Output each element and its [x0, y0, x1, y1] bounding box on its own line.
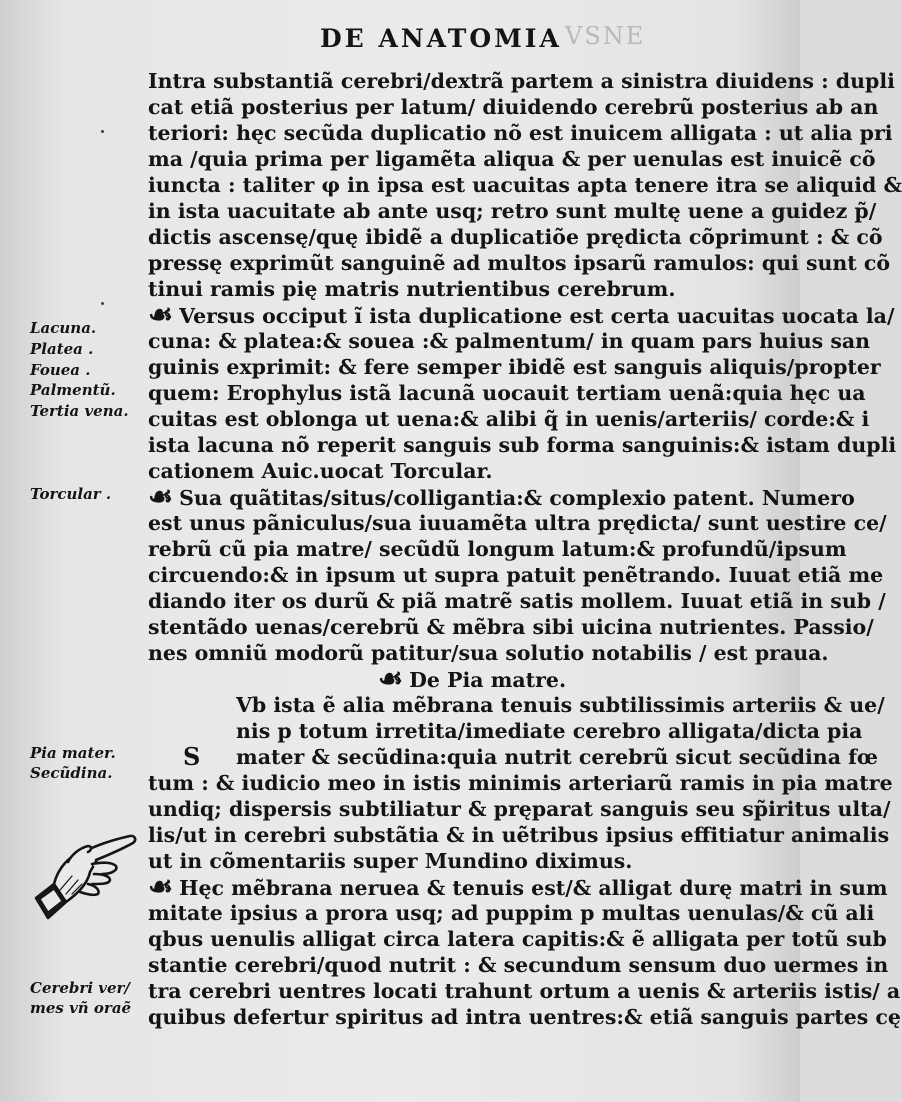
text-line: ista lacuna nõ reperit sanguis sub forma sanguinis:& istam dupli — [148, 433, 897, 457]
pilcrow-icon: ☙ — [378, 662, 404, 695]
text-line: diando iter os durũ & piã matrẽ satis mollem. Iuuat etiã in sub / — [148, 589, 886, 613]
text-line: est unus pãniculus/sua iuuamẽta ultra prędicta/ sunt uestire ce/ — [148, 511, 887, 535]
text-line: Vb ista ẽ alia mẽbrana tenuis subtilissimis arteriis & ue/ — [236, 693, 885, 717]
text-line: nes omniũ modorũ patitur/sua solutio notabilis / est praua. — [148, 641, 829, 665]
paragraph-1 — [148, 68, 902, 302]
text-line: in ista uacuitate ab ante usq; retro sunt multę uene a guidez p̃/ — [148, 199, 877, 223]
margin-note-cerebri-ver: Cerebri ver/ — [30, 979, 130, 997]
margin-note-fouea: Fouea . — [30, 361, 91, 379]
text-line: cat etiã posterius per latum/ diuidendo cerebrũ posterius ab an — [148, 95, 879, 119]
text-line: guinis exprimit: & fere semper ibidẽ est sanguis aliquis/propter — [148, 355, 881, 379]
text-line: dictis ascensę/quę ibidẽ a duplicatiõe prędicta cõprimunt : & cõ — [148, 225, 883, 249]
text-line: cuitas est oblonga ut uena:& alibi q̃ in uenis/arteriis/ corde:& i — [148, 407, 870, 431]
margin-note-pia-mater: Pia mater. — [30, 744, 116, 762]
text-line: Intra substantiã cerebri/dextrã partem a sinistra diuidens : dupli — [148, 69, 895, 93]
paragraph-2 — [148, 298, 897, 484]
pointing-hand-icon — [32, 832, 140, 922]
margin-note-platea: Platea . — [30, 340, 94, 358]
pilcrow-icon: ☙ — [148, 870, 174, 903]
text-line: mitate ipsius a prora usq; ad puppim p multas uenulas/& cũ ali — [148, 901, 875, 925]
margin-note-tertia-vena: Tertia vena. — [30, 402, 129, 420]
text-line: tum : & iudicio meo in istis minimis arteriarũ ramis in pia matre — [148, 771, 893, 795]
paragraph-4 — [148, 692, 893, 874]
text-line: Versus occiput ĩ ista duplicatione est certa uacuitas uocata la/ — [179, 304, 895, 328]
margin-note-torcular: Torcular . — [30, 485, 112, 503]
paragraph-5 — [148, 870, 901, 1030]
text-line: undiq; dispersis subtiliatur & pręparat sanguis seu sp̃iritus ulta/ — [148, 797, 891, 821]
text-line: cuna: & platea:& souea :& palmentum/ in quam pars huius san — [148, 329, 871, 353]
text-line: mater & secũdina:quia nutrit cerebrũ sicut secũdina fœ — [236, 745, 879, 769]
text-line: ma /quia prima per ligamẽta aliqua & per uenulas est inuicẽ cõ — [148, 147, 876, 171]
text-line: nis p totum irretita/imediate cerebro alligata/dicta pia — [236, 719, 863, 743]
section-heading — [148, 662, 778, 695]
margin-note-secundina: Secũdina. — [30, 764, 113, 782]
paragraph-3 — [148, 480, 887, 666]
text-line: stentãdo uenas/cerebrũ & mẽbra sibi uicina nutrientes. Passio/ — [148, 615, 874, 639]
main-text-block — [148, 68, 902, 1030]
bleed-through-text: VSNE — [565, 22, 646, 50]
text-line: pressę exprimũt sanguinẽ ad multos ipsarũ ramulos: qui sunt cõ — [148, 251, 891, 275]
text-line: lis/ut in cerebri substãtia & in uẽtribus ipsius effitiatur animalis — [148, 823, 890, 847]
text-line: teriori: hęc secũda duplicatio nõ est inuicem alligata : ut alia pri — [148, 121, 893, 145]
pilcrow-icon: ☙ — [148, 298, 174, 331]
margin-note-lacuna: Lacuna. — [30, 319, 97, 337]
text-line: qbus uenulis alligat circa latera capitis:& ẽ alligata per totũ sub — [148, 927, 887, 951]
running-head: DE ANATOMIA — [320, 24, 562, 53]
text-line: Hęc mẽbrana neruea & tenuis est/& alligat durę matri in sum — [179, 876, 888, 900]
text-line: stantie cerebri/quod nutrit : & secundum sensum duo uermes in — [148, 953, 889, 977]
text-line: rebrũ cũ pia matre/ secũdũ longum latum:& profundũ/ipsum — [148, 537, 847, 561]
text-line: cationem Auic.uocat Torcular. — [148, 459, 493, 483]
text-line: quem: Erophylus istã lacunã uocauit tertiam uenã:quia hęc ua — [148, 381, 866, 405]
ink-speck — [101, 302, 104, 305]
text-line: tra cerebri uentres locati trahunt ortum a uenis & arteriis istis/ a — [148, 979, 901, 1003]
text-line: tinui ramis pię matris nutrientibus cerebrum. — [148, 277, 676, 301]
pilcrow-icon: ☙ — [148, 480, 174, 513]
margin-note-palmentu: Palmentũ. — [30, 381, 116, 399]
heading-text: De Pia matre. — [409, 668, 567, 692]
ink-speck — [101, 130, 104, 133]
guide-letter: S — [183, 742, 201, 771]
margin-note-mes-vu-orae: mes vñ oraẽ — [30, 999, 132, 1017]
text-line: ut in cõmentariis super Mundino diximus. — [148, 849, 633, 873]
text-line: quibus defertur spiritus ad intra uentres:& etiã sanguis partes cę — [148, 1005, 901, 1029]
text-line: iuncta : taliter φ in ipsa est uacuitas apta tenere itra se aliquid & — [148, 173, 902, 197]
text-line: Sua quãtitas/situs/colligantia:& complexio patent. Numero — [179, 486, 855, 510]
text-line: circuendo:& in ipsum ut supra patuit penẽtrando. Iuuat etiã me — [148, 563, 884, 587]
